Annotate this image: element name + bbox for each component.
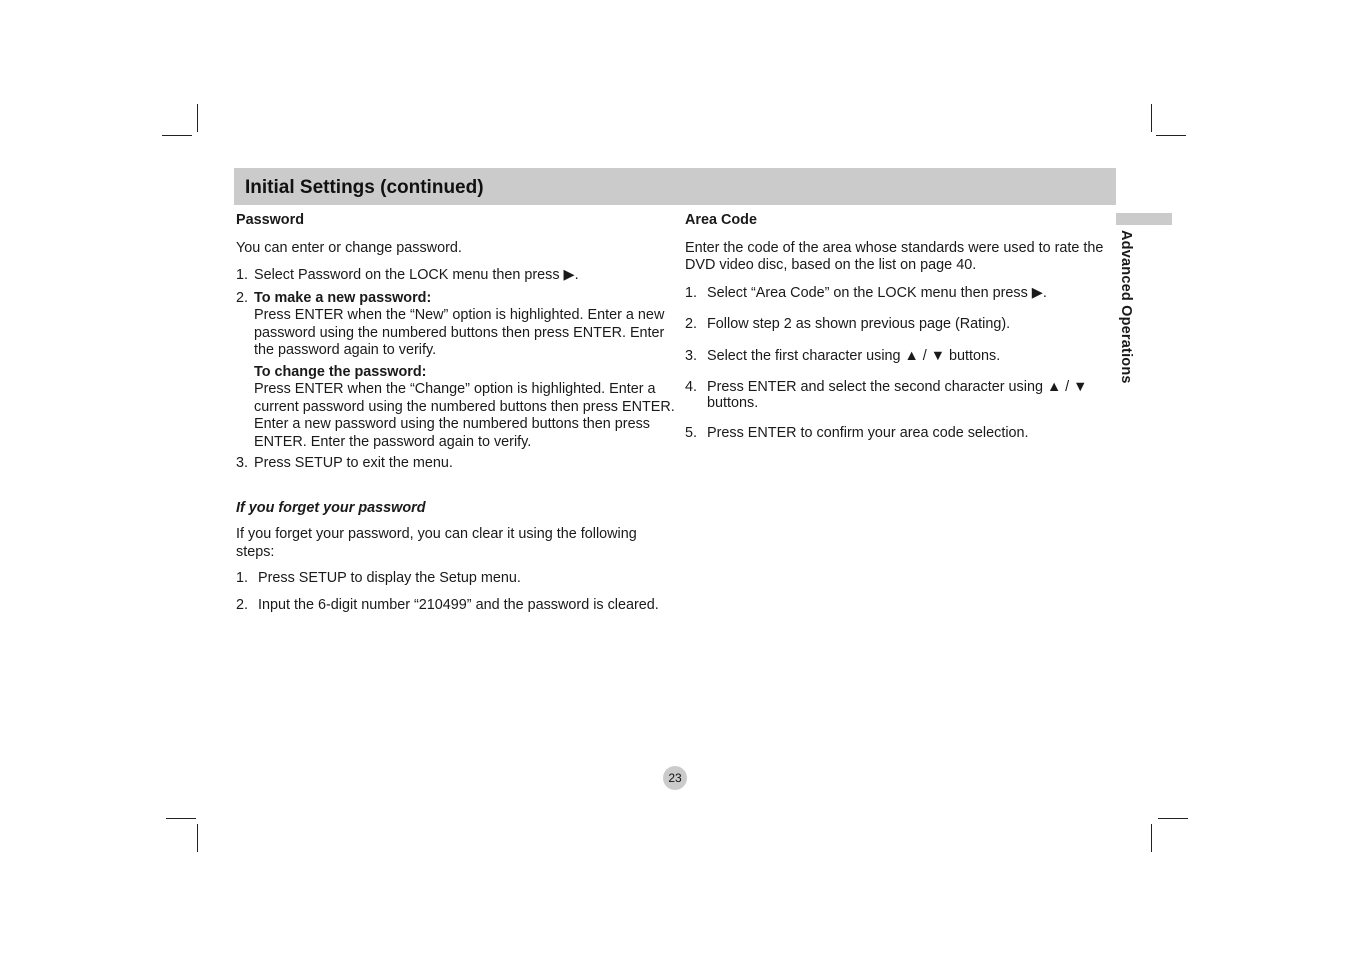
step-number: 3.: [236, 455, 249, 471]
crop-mark: [1156, 135, 1186, 136]
forget-heading: If you forget your password: [236, 499, 426, 516]
new-password-text: Press ENTER when the “New” option is highlighted. Enter a new password using the numbered buttons then press ENTER. Enter the password again to verify.: [254, 307, 665, 358]
change-password-text: Press ENTER when the “Change” option is highlighted. Enter a current password using the numbered buttons then press ENTER. Enter a new password using the numbered buttons then press ENTER. Enter the password again to verify.: [254, 381, 675, 450]
list-item: [236, 455, 676, 473]
step-text: Follow step 2 as shown previous page (Rating).: [707, 316, 1011, 332]
password-heading: Password: [236, 212, 304, 228]
step-text: Select the first character using ▲ / ▼ buttons.: [707, 347, 1001, 364]
crop-mark: [197, 824, 198, 852]
list-item: [685, 316, 1113, 334]
step-body: [254, 290, 676, 452]
step-text: Press ENTER to confirm your area code selection.: [707, 425, 1029, 441]
step-number: 1.: [236, 267, 249, 283]
list-item: [236, 597, 676, 615]
list-item: [236, 290, 676, 452]
crop-mark: [1158, 818, 1188, 819]
step-number: 2.: [236, 289, 249, 306]
step-number: 5.: [685, 425, 698, 441]
step-number: 2.: [236, 596, 249, 613]
right-column: [685, 212, 1113, 443]
step-text: Press ENTER and select the second character using ▲ / ▼ buttons.: [707, 379, 1088, 411]
step-number: 1.: [236, 570, 249, 586]
step-number: 3.: [685, 347, 698, 364]
new-password-heading: To make a new password:: [254, 289, 432, 306]
step-number: 2.: [685, 316, 698, 332]
crop-mark: [1151, 104, 1152, 132]
step-text: Select Password on the LOCK menu then press ▶.: [254, 267, 579, 283]
list-item: [685, 348, 1113, 366]
crop-mark: [1151, 824, 1152, 852]
forget-intro: If you forget your password, you can clear it using the following steps:: [236, 526, 637, 560]
section-label: Advanced Operations: [1118, 230, 1134, 384]
step-text: Input the 6-digit number “210499” and the password is cleared.: [258, 596, 659, 613]
password-intro: You can enter or change password.: [236, 239, 462, 256]
list-item: [685, 379, 1113, 411]
list-item: [685, 425, 1113, 443]
list-item: [685, 285, 1113, 303]
left-column: [236, 212, 676, 614]
page-title: Initial Settings (continued): [245, 177, 484, 198]
crop-mark: [197, 104, 198, 132]
change-password-heading: To change the password:: [254, 363, 427, 380]
step-text: Press SETUP to display the Setup menu.: [258, 570, 521, 586]
step-number: 4.: [685, 379, 698, 395]
crop-mark: [166, 818, 196, 819]
list-item: [236, 267, 676, 285]
section-tab: [1116, 213, 1172, 225]
step-text: Press SETUP to exit the menu.: [254, 455, 453, 471]
page-number: 23: [663, 766, 687, 790]
step-number: 1.: [685, 284, 698, 301]
area-code-intro: Enter the code of the area whose standards were used to rate the DVD video disc, based on the list on page 40.: [685, 239, 1104, 273]
list-item: [236, 570, 676, 588]
step-text: Select “Area Code” on the LOCK menu then press ▶.: [707, 284, 1047, 301]
crop-mark: [162, 135, 192, 136]
header-bar: [234, 168, 1116, 205]
area-code-heading: Area Code: [685, 212, 757, 228]
